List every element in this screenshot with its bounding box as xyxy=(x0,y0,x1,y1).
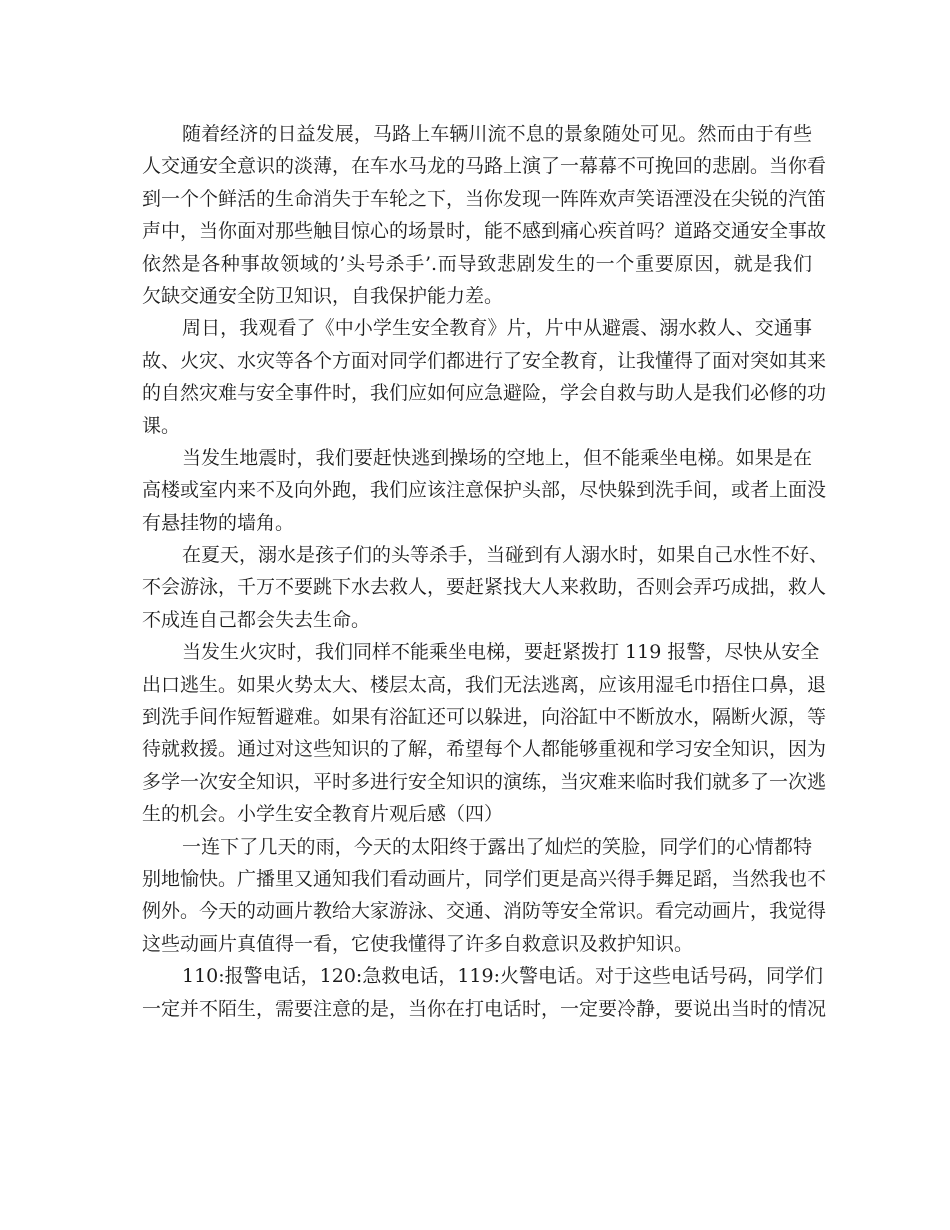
text-line: 一定并不陌生，需要注意的是，当你在打电话时，一定要冷静，要说出当时的情况 xyxy=(142,997,827,1020)
text-line: 这些动画片真值得一看，它使我懂得了许多自救意识及救护知识。 xyxy=(142,932,694,955)
text-line: 当发生火灾时，我们同样不能乘坐电梯，要赶紧拨打 119 报警，尽快从安全 xyxy=(182,641,820,664)
text-line: 的自然灾难与安全事件时，我们应如何应急避险，学会自救与助人是我们必修的功 xyxy=(142,382,827,405)
text-line: 依然是各种事故领域的’头号杀手’.而导致悲剧发生的一个重要原因，就是我们 xyxy=(142,252,812,275)
text-line: 有悬挂物的墙角。 xyxy=(142,511,295,534)
text-line: 声中，当你面对那些触目惊心的场景时，能不感到痛心疾首吗？道路交通安全事故 xyxy=(142,220,827,243)
text-line: 到一个个鲜活的生命消失于车轮之下，当你发现一阵阵欢声笑语湮没在尖锐的汽笛 xyxy=(142,187,827,210)
text-line: 随着经济的日益发展，马路上车辆川流不息的景象随处可见。然而由于有些 xyxy=(182,123,812,145)
text-line: 生的机会。小学生安全教育片观后感（四） xyxy=(142,803,504,826)
text-line: 一连下了几天的雨，今天的太阳终于露出了灿烂的笑脸，同学们的心情都特 xyxy=(182,835,812,858)
text-line: 不成连自己都会失去生命。 xyxy=(142,608,371,631)
text-line: 待就救援。通过对这些知识的了解，希望每个人都能够重视和学习安全知识，因为 xyxy=(142,738,827,761)
text-line: 当发生地震时，我们要赶快逃到操场的空地上，但不能乘坐电梯。如果是在 xyxy=(182,446,812,469)
document-body xyxy=(142,118,829,1025)
text-line: 出口逃生。如果火势太大、楼层太高，我们无法逃离，应该用湿毛巾捂住口鼻，退 xyxy=(142,673,827,696)
text-line: 110:报警电话，120:急救电话，119:火警电话。对于这些电话号码，同学们 xyxy=(182,965,824,988)
text-line: 到洗手间作短暂避难。如果有浴缸还可以躲进，向浴缸中不断放水，隔断火源，等 xyxy=(142,706,827,729)
text-line: 课。 xyxy=(142,414,181,437)
text-line: 在夏天，溺水是孩子们的头等杀手，当碰到有人溺水时，如果自己水性不好、 xyxy=(182,544,829,567)
text-line: 多学一次安全知识，平时多进行安全知识的演练，当灾难来临时我们就多了一次逃 xyxy=(142,770,827,793)
text-line: 故、火灾、水灾等各个方面对同学们都进行了安全教育，让我懂得了面对突如其来 xyxy=(142,349,827,372)
text-line: 例外。今天的动画片教给大家游泳、交通、消防等安全常识。看完动画片，我觉得 xyxy=(142,900,827,923)
text-line: 高楼或室内来不及向外跑，我们应该注意保护头部，尽快躲到洗手间，或者上面没 xyxy=(142,479,827,502)
text-line: 别地愉快。广播里又通知我们看动画片，同学们更是高兴得手舞足蹈，当然我也不 xyxy=(142,867,827,890)
text-line: 不会游泳，千万不要跳下水去救人，要赶紧找大人来救助，否则会弄巧成拙，救人 xyxy=(142,576,827,599)
text-line: 欠缺交通安全防卫知识，自我保护能力差。 xyxy=(142,284,504,307)
text-line: 周日，我观看了《中小学生安全教育》片，片中从避震、溺水救人、交通事 xyxy=(182,317,812,340)
text-line: 人交通安全意识的淡薄，在车水马龙的马路上演了一幕幕不可挽回的悲剧。当你看 xyxy=(142,155,827,178)
